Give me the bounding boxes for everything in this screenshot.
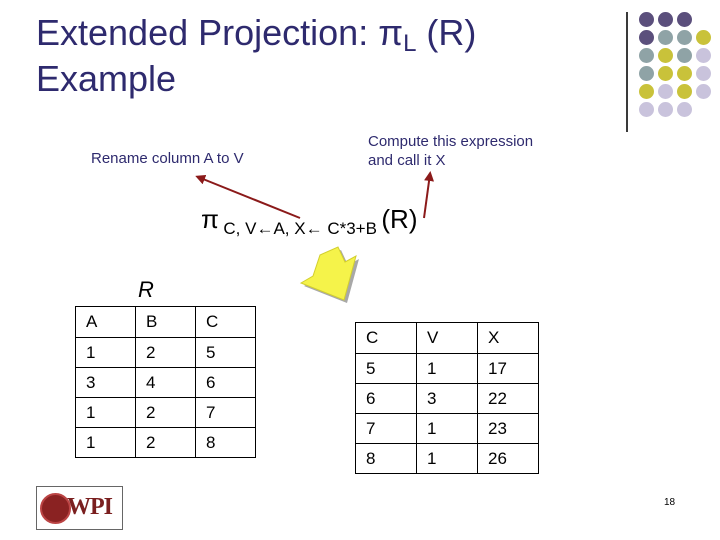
table-row (76, 368, 256, 398)
table-header-cell: C (196, 307, 256, 338)
table-row (356, 414, 539, 444)
table-cell: 6 (196, 368, 256, 398)
table-cell: 6 (356, 384, 417, 414)
table-cell: 7 (196, 398, 256, 428)
table-header-cell: A (76, 307, 136, 338)
table-row (356, 384, 539, 414)
left-arrow-icon: ← (305, 219, 323, 238)
table-row (76, 398, 256, 428)
title-line2: Example (36, 58, 177, 99)
table-cell: 2 (136, 398, 196, 428)
table-cell: 3 (76, 368, 136, 398)
title-tail: (R) (416, 12, 477, 53)
title-main: Extended Projection: π (36, 12, 404, 53)
table-row (356, 354, 539, 384)
table-cell: 4 (136, 368, 196, 398)
compute-annotation-line1: Compute this expression (368, 133, 534, 150)
table-cell: 1 (417, 354, 478, 384)
relation-r-table (75, 306, 256, 458)
rename-annotation: Rename column A to V (91, 150, 244, 167)
relation-label: R (138, 277, 154, 302)
table-row (356, 444, 539, 474)
table-cell: 1 (76, 428, 136, 458)
table-cell: 1 (76, 338, 136, 368)
table-cell: 22 (478, 384, 539, 414)
table-cell: 5 (356, 354, 417, 384)
table-row (76, 338, 256, 368)
table-cell: 1 (417, 444, 478, 474)
table-header-cell: C (356, 323, 417, 354)
result-table (355, 322, 539, 474)
table-cell: 17 (478, 354, 539, 384)
table-cell: 8 (356, 444, 417, 474)
table-cell: 26 (478, 444, 539, 474)
table-header-cell: B (136, 307, 196, 338)
table-cell: 1 (76, 398, 136, 428)
table-cell: 2 (136, 338, 196, 368)
wpi-logo (36, 486, 123, 530)
down-arrow-icon (301, 247, 359, 303)
formula-relation: (R) (381, 204, 418, 234)
page-number: 18 (664, 497, 676, 508)
projection-formula (201, 204, 418, 238)
table-header-row (76, 307, 256, 338)
table-cell: 8 (196, 428, 256, 458)
formula-subscript: C, V←A, X← C*3+B (223, 219, 377, 238)
compute-arrow (424, 174, 430, 218)
compute-annotation-line2: and call it X (368, 152, 446, 169)
logo-text: WPI (67, 494, 112, 520)
left-arrow-icon: ← (256, 219, 274, 238)
title-subscript: L (403, 30, 417, 57)
table-cell: 2 (136, 428, 196, 458)
table-header-cell: X (478, 323, 539, 354)
table-cell: 5 (196, 338, 256, 368)
table-row (76, 428, 256, 458)
table-cell: 3 (417, 384, 478, 414)
table-header-row (356, 323, 539, 354)
table-header-cell: V (417, 323, 478, 354)
table-cell: 7 (356, 414, 417, 444)
table-cell: 23 (478, 414, 539, 444)
pi-symbol: π (201, 204, 219, 234)
table-cell: 1 (417, 414, 478, 444)
